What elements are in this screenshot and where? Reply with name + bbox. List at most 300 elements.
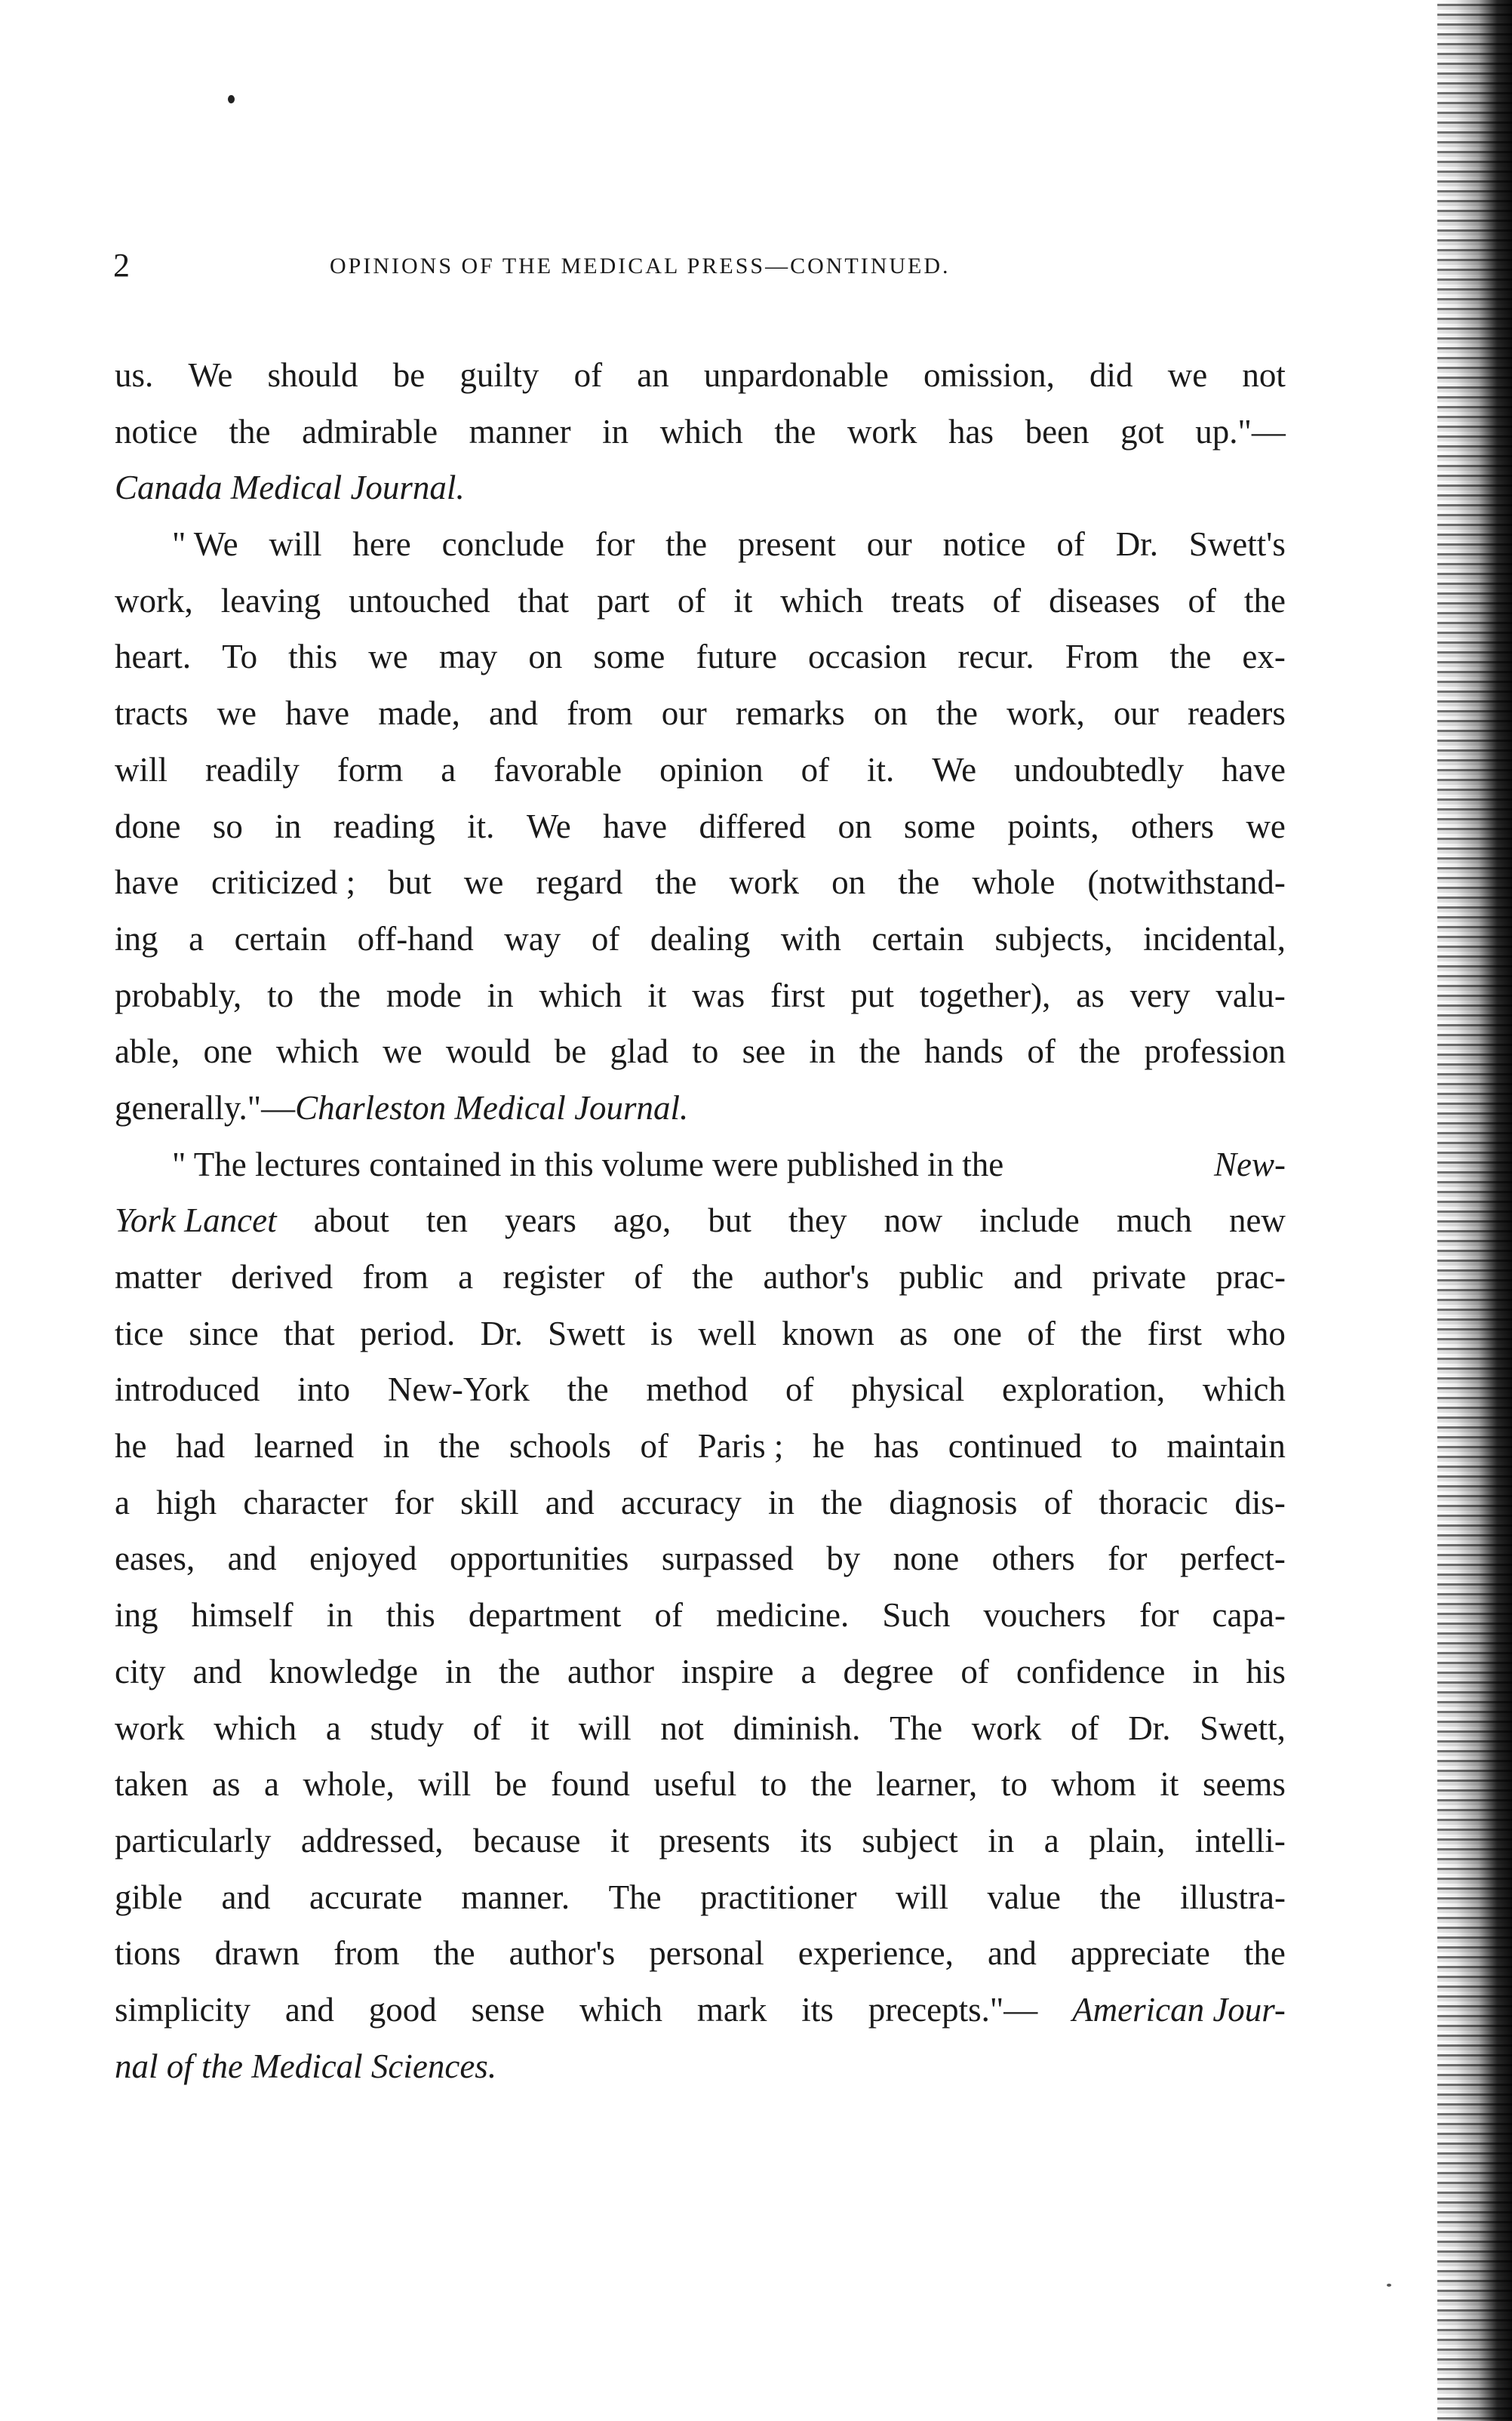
word: author (567, 1652, 654, 1690)
word: put (850, 976, 894, 1014)
word: made, (378, 694, 460, 733)
word: so (212, 807, 243, 845)
ink-speck-small (1387, 2284, 1391, 2287)
text-line (115, 1869, 1286, 1926)
word: work (847, 412, 917, 451)
word: we (463, 863, 504, 902)
word: We (526, 807, 571, 845)
word: gible (115, 1878, 183, 1916)
word: present (737, 525, 836, 564)
word: appreciate (1070, 1934, 1210, 1973)
word: a (115, 1483, 130, 1521)
word: probably, (115, 976, 242, 1014)
word: in (768, 1483, 795, 1521)
word: as (899, 1314, 928, 1352)
word: be (392, 356, 426, 394)
word: certain (871, 919, 964, 958)
word: register (502, 1258, 605, 1296)
word: author's (763, 1258, 870, 1296)
text-line (115, 1475, 1286, 1531)
word: one (952, 1314, 1002, 1352)
word: the (1080, 1314, 1123, 1352)
word: very (1129, 976, 1191, 1014)
word: occasion (808, 638, 927, 676)
word: of (960, 1652, 989, 1690)
word: the (1243, 581, 1286, 620)
word: would (445, 1032, 531, 1071)
word: Dr. (1115, 525, 1158, 564)
word: opportunities (449, 1540, 629, 1578)
word: Swett, (1200, 1709, 1286, 1747)
word: tions (115, 1934, 181, 1973)
word: We (932, 750, 977, 789)
word: who (1227, 1314, 1286, 1352)
word: one (203, 1032, 253, 1071)
word: will (269, 525, 322, 564)
word: glad (610, 1032, 668, 1071)
word: of (1027, 1032, 1056, 1071)
word: work (729, 863, 800, 902)
word: new (1228, 1201, 1286, 1240)
page-number: 2 (113, 247, 130, 284)
text-line (115, 1418, 1286, 1475)
word: whole, (303, 1765, 395, 1804)
text-line (115, 1982, 1286, 2038)
word: of (677, 581, 706, 620)
word: the (499, 1652, 540, 1690)
word: this (288, 638, 338, 676)
text-line (115, 1813, 1286, 1869)
word: the (655, 863, 697, 902)
word: leaving (220, 581, 321, 620)
word: The (890, 1709, 943, 1747)
word: to (1111, 1427, 1138, 1466)
word: learner, (875, 1765, 978, 1804)
word: whole (972, 863, 1056, 902)
text-line (115, 911, 1286, 967)
word: and (489, 694, 539, 733)
running-title: OPINIONS OF THE MEDICAL PRESS—CONTINUED. (330, 254, 951, 278)
word: perfect- (1179, 1540, 1286, 1578)
word: opinion (659, 750, 764, 789)
word: not (1242, 356, 1286, 394)
word: but (388, 863, 432, 902)
word: work (971, 1709, 1042, 1747)
word: the (438, 1427, 481, 1466)
text-line (115, 1644, 1286, 1700)
word: for (1139, 1596, 1179, 1635)
text-line (115, 573, 1286, 629)
word: had (176, 1427, 226, 1466)
word: ago, (613, 1201, 671, 1240)
word: tracts (115, 694, 189, 733)
word: he (115, 1427, 147, 1466)
word: recur. (957, 638, 1034, 676)
word: From (1065, 638, 1139, 676)
word: to (267, 976, 294, 1014)
word: of (1070, 1709, 1099, 1747)
word: whom (1051, 1765, 1136, 1804)
word: " The lectures contained in this volume were published in the (172, 1145, 1004, 1183)
word: include (979, 1201, 1080, 1240)
word: was (692, 976, 745, 1014)
word: of (634, 1258, 663, 1296)
word: in (383, 1427, 410, 1466)
word: be (494, 1765, 527, 1804)
binding-edge-shadow (1437, 0, 1512, 2421)
word: Paris ; (697, 1427, 784, 1466)
word: the (1169, 638, 1212, 676)
word: mode (386, 976, 462, 1014)
word: plain, (1089, 1821, 1166, 1860)
word: points, (1007, 807, 1099, 845)
word: Dr. (1128, 1709, 1171, 1747)
word: period. (359, 1314, 456, 1352)
word: our (661, 694, 707, 733)
word: certain (234, 919, 327, 958)
word: a (441, 750, 456, 789)
word: reading (333, 807, 435, 845)
word: for (1108, 1540, 1148, 1578)
word: about (313, 1201, 389, 1240)
word: himself (191, 1596, 293, 1635)
text-line (115, 1137, 1286, 1193)
word: continued (948, 1427, 1083, 1466)
word: maintain (1166, 1427, 1286, 1466)
word: admirable (302, 412, 438, 451)
word: the (936, 694, 978, 733)
word: from (333, 1934, 400, 1973)
text-line (115, 347, 1286, 404)
word: remarks (735, 694, 845, 733)
word: our (866, 525, 912, 564)
word: personal (649, 1934, 764, 1973)
word: public (899, 1258, 984, 1296)
word: city (115, 1652, 166, 1690)
word: department (468, 1596, 622, 1635)
word: manner (469, 412, 571, 451)
italic-word: Canada Medical Journal. (115, 469, 465, 507)
word: readily (204, 750, 300, 789)
word: be (554, 1032, 587, 1071)
word: Dr. (480, 1314, 523, 1352)
word: the (1079, 1032, 1121, 1071)
word: because (473, 1821, 581, 1860)
word: unpardonable (703, 356, 889, 394)
word: dealing (650, 919, 751, 958)
word: which (214, 1709, 297, 1747)
italic-word: American Jour- (1072, 1990, 1286, 2029)
word: a (458, 1258, 474, 1296)
word: others (1131, 807, 1215, 845)
word: the (898, 863, 940, 902)
word: confidence (1016, 1652, 1166, 1690)
word: by (826, 1540, 861, 1578)
word: simplicity (115, 1990, 250, 2029)
word: subjects, (994, 919, 1113, 958)
word: see (742, 1032, 786, 1071)
word: surpassed (661, 1540, 794, 1578)
word: will (115, 750, 168, 789)
text-line (115, 1306, 1286, 1362)
word: schools (509, 1427, 611, 1466)
word: omission, (923, 356, 1055, 394)
word: undoubtedly (1014, 750, 1185, 789)
word: intelli- (1194, 1821, 1286, 1860)
word: it. (467, 807, 495, 845)
word: found (550, 1765, 630, 1804)
source-line (115, 2038, 1286, 2095)
word: degree (843, 1652, 934, 1690)
word: which (539, 976, 622, 1014)
word: illustra- (1180, 1878, 1286, 1916)
word: which (275, 1032, 359, 1071)
text-line (115, 967, 1286, 1024)
word: it (610, 1821, 629, 1860)
word: its (801, 1990, 834, 2029)
word: addressed, (300, 1821, 444, 1860)
text-line (115, 1587, 1286, 1644)
word: able, (115, 1032, 180, 1071)
word: useful (653, 1765, 737, 1804)
word: manner. (461, 1878, 570, 1916)
text-line (115, 516, 1286, 573)
word: that (284, 1314, 335, 1352)
word: Such (882, 1596, 951, 1635)
word: have (1221, 750, 1286, 789)
word: way (504, 919, 561, 958)
word: tice (115, 1314, 164, 1352)
word: practitioner (700, 1878, 857, 1916)
word: as (1076, 976, 1105, 1014)
word: heart. (115, 638, 192, 676)
word: it (733, 581, 753, 620)
word: he (813, 1427, 845, 1466)
word: in (602, 412, 629, 451)
word: done (115, 807, 181, 845)
word: it (530, 1709, 549, 1747)
word: from (567, 694, 633, 733)
word: will (418, 1765, 472, 1804)
text-line (115, 1361, 1286, 1418)
word: profession (1144, 1032, 1286, 1071)
word: of (654, 1596, 683, 1635)
word: criticized ; (211, 863, 356, 902)
word: ten (426, 1201, 468, 1240)
ink-speck (228, 95, 235, 103)
word: hands (924, 1032, 1004, 1071)
text-line (115, 1700, 1286, 1757)
word: diseases (1049, 581, 1160, 620)
word: known (782, 1314, 874, 1352)
word: on (837, 807, 872, 845)
word: knowledge (269, 1652, 418, 1690)
word: Swett (548, 1314, 625, 1352)
word: first (1147, 1314, 1203, 1352)
word: We (188, 356, 233, 394)
word: prac- (1215, 1258, 1286, 1296)
word: which (579, 1990, 663, 2029)
word: others (991, 1540, 1075, 1578)
text-line (115, 1530, 1286, 1587)
word: and (284, 1990, 334, 2029)
word: value (987, 1878, 1061, 1916)
word: diagnosis (889, 1483, 1018, 1521)
word: have (115, 863, 179, 902)
word: ex- (1242, 638, 1286, 676)
word: some (903, 807, 976, 845)
word: which (1202, 1370, 1286, 1409)
word: well (698, 1314, 757, 1352)
word: first (770, 976, 825, 1014)
word: of (992, 581, 1022, 620)
word: incidental, (1143, 919, 1286, 958)
word: and (227, 1540, 277, 1578)
word: introduced (115, 1370, 260, 1409)
word: been (1025, 412, 1089, 451)
word: high (156, 1483, 217, 1521)
word: has (874, 1427, 920, 1466)
word: favorable (493, 750, 622, 789)
word: taken (115, 1765, 189, 1804)
word: for (394, 1483, 434, 1521)
word: vouchers (983, 1596, 1106, 1635)
word: valu- (1215, 976, 1286, 1014)
text-line (115, 798, 1286, 855)
running-head (113, 243, 1320, 288)
word: sense (471, 1990, 545, 2029)
word: physical (851, 1370, 965, 1409)
word: the (810, 1765, 853, 1804)
word: a (801, 1652, 816, 1690)
word: " We (172, 525, 238, 564)
word: character (243, 1483, 368, 1521)
word: up."— (1195, 412, 1286, 451)
word: now (884, 1201, 943, 1240)
word: diminish. (733, 1709, 861, 1747)
word: we (217, 694, 257, 733)
word: the (319, 976, 361, 1014)
word: as (211, 1765, 241, 1804)
word: To (222, 638, 258, 676)
word: of (573, 356, 603, 394)
italic-word: York Lancet (115, 1201, 277, 1240)
word: medicine. (716, 1596, 850, 1635)
word: of (801, 750, 830, 789)
word: presents (659, 1821, 770, 1860)
word: which (780, 581, 864, 620)
word: of (1188, 581, 1216, 620)
word: seems (1202, 1765, 1286, 1804)
word: accurate (309, 1878, 423, 1916)
word: we (383, 1032, 423, 1071)
word: of (1056, 525, 1085, 564)
word: of (1027, 1314, 1056, 1352)
word: experience, (797, 1934, 954, 1973)
word: off-hand (357, 919, 474, 958)
word: to (760, 1765, 787, 1804)
word: in (444, 1652, 472, 1690)
word: did (1089, 356, 1133, 394)
text-line (115, 1756, 1286, 1813)
word: work, (1006, 694, 1085, 733)
word: is (650, 1314, 674, 1352)
word: we (1246, 807, 1286, 845)
word: in (487, 976, 514, 1014)
word: a (264, 1765, 279, 1804)
word: ing (115, 919, 158, 958)
word: inspire (681, 1652, 774, 1690)
word: learned (254, 1427, 355, 1466)
word: future (696, 638, 777, 676)
word: years (504, 1201, 576, 1240)
word: and (545, 1483, 595, 1521)
word: together), (919, 976, 1051, 1014)
word: a (189, 919, 204, 958)
text-line (115, 404, 1286, 460)
word: have (285, 694, 350, 733)
word: matter (115, 1258, 201, 1296)
word: none (893, 1540, 960, 1578)
word: capa- (1212, 1596, 1286, 1635)
word: they (788, 1201, 847, 1240)
word: enjoyed (309, 1540, 417, 1578)
word: not (660, 1709, 704, 1747)
italic-word: New- (1214, 1145, 1286, 1183)
word: to (692, 1032, 719, 1071)
word: of (785, 1370, 814, 1409)
text-line (115, 685, 1286, 742)
word: its (800, 1821, 832, 1860)
word: untouched (349, 581, 490, 620)
word: in (275, 807, 302, 845)
word: skill (460, 1483, 519, 1521)
word: regard (536, 863, 623, 902)
word: part (596, 581, 650, 620)
word: form (337, 750, 404, 789)
word: on (873, 694, 908, 733)
word: we (368, 638, 408, 676)
text-line (115, 742, 1286, 798)
word: in (1192, 1652, 1219, 1690)
word: the (1243, 1934, 1286, 1973)
word: here (352, 525, 411, 564)
word: into (297, 1370, 351, 1409)
word: should (267, 356, 358, 394)
word: on (528, 638, 563, 676)
word: the (229, 412, 271, 451)
word: much (1116, 1201, 1192, 1240)
word: this (386, 1596, 435, 1635)
word: particularly (115, 1821, 272, 1860)
word: and (987, 1934, 1037, 1973)
word: the (859, 1032, 901, 1071)
word: work (115, 1709, 185, 1747)
word: may (438, 638, 498, 676)
word: the (433, 1934, 475, 1973)
word: of (472, 1709, 502, 1747)
word: the (1099, 1878, 1142, 1916)
word: it (1160, 1765, 1179, 1804)
word: good (368, 1990, 437, 2029)
word: in (326, 1596, 353, 1635)
word: from (362, 1258, 429, 1296)
word: and (1013, 1258, 1063, 1296)
word: generally."— (115, 1088, 296, 1127)
word: (notwithstand- (1087, 863, 1286, 902)
word: of (591, 919, 620, 958)
word: it. (867, 750, 895, 789)
